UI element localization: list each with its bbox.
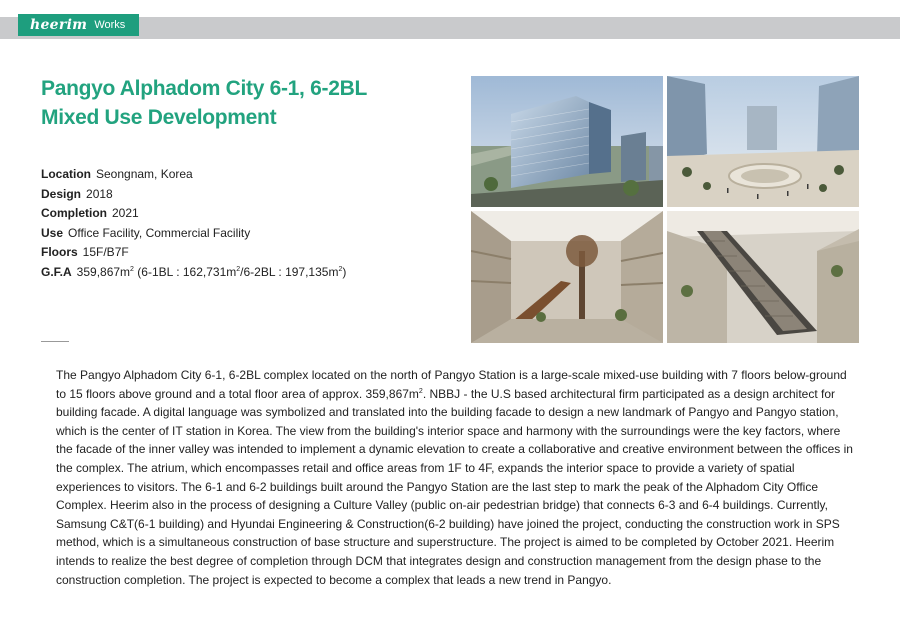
spec-completion	[41, 204, 346, 224]
superscript: 2	[338, 265, 343, 273]
divider	[41, 341, 69, 342]
gfa-detail-2bl: /6-2BL : 197,135m	[240, 264, 339, 279]
spec-value: 2018	[86, 186, 113, 201]
gfa-detail-1bl: (6-1BL : 162,731m	[137, 264, 237, 279]
spec-label: Completion	[41, 206, 107, 221]
project-title	[41, 74, 441, 132]
spec-use	[41, 224, 346, 244]
superscript: 2	[236, 265, 241, 273]
spec-value: Office Facility, Commercial Facility	[68, 225, 251, 240]
spec-floors	[41, 243, 346, 263]
superscript: 2	[418, 387, 423, 395]
escalator-interior-rendering	[667, 211, 859, 343]
exterior-aerial-rendering	[471, 76, 663, 207]
spec-label: Use	[41, 225, 64, 240]
spec-label: Design	[41, 186, 82, 201]
spec-gfa	[41, 263, 346, 283]
project-specs	[41, 165, 346, 283]
spec-value: Seongnam, Korea	[96, 167, 193, 181]
brand-tab[interactable]	[18, 14, 139, 36]
plaza-rendering	[667, 76, 859, 207]
spec-value: 2021	[112, 206, 139, 221]
spec-location	[41, 165, 346, 185]
gfa-total: 359,867m	[76, 264, 131, 279]
spec-design	[41, 185, 346, 205]
title-line-1: Pangyo Alphadom City 6-1, 6-2BL	[41, 77, 367, 100]
spec-label: G.F.A	[41, 264, 72, 279]
atrium-interior-rendering	[471, 211, 663, 343]
brand-logo: heerim	[30, 17, 88, 33]
superscript: 2	[130, 265, 134, 273]
spec-value: 15F/B7F	[82, 245, 129, 260]
description-part-2: . NBBJ - the U.S based architectural firm participated as a design architect for building facade. A digital language was symbolized and translated into the building facade to design a new landmark of Pangyo and Pangyo station, which is the center of IT station in Korea. The view from the building's interior space and harmony with the surroundings were the key factors, where the facade of the inner valley was intended to implement a dynamic elevation to create a collaborative and creative environment between the offices in the complex. The atrium, which encompasses retail and office areas from 1F to 4F, expands the interior space to provide a variety of spatial experiences to visitors. The 6-1 and 6-2 buildings built around the Pangyo Station are the last step to mark the peak of the Alphadom City Office Complex. Heerim also in the process of designing a Culture Valley (public on-air pedestrian bridge) that connects 6-3 and 6-4 buildings. Currently, Samsung C&T(6-1 building) and Hyundai Engineering & Construction(6-2 building) have joined the project, conducting the construction work in SPS method, which is a simultaneous construction of base structure and superstructure. The project is aimed to be completed by October 2021. Heerim intends to realize the best degree of completion through DCM that integrates design and construction management from the design phase to the construction completion. The project is expected to become a complex that leads a new trend in Pangyo.	[56, 386, 853, 587]
project-description	[56, 366, 856, 589]
spec-label: Floors	[41, 245, 78, 260]
section-label: Works	[94, 19, 126, 31]
description-part-1: The Pangyo Alphadom City 6-1, 6-2BL complex located on the north of Pangyo Station is a large-scale mixed-use building with 7 floors below-ground to 15 floors above ground and a total floor area of approx. 359,867m	[56, 368, 847, 401]
title-line-2: Mixed Use Development	[41, 106, 277, 129]
gfa-detail-close: )	[342, 264, 347, 279]
spec-label: Location	[41, 167, 91, 181]
